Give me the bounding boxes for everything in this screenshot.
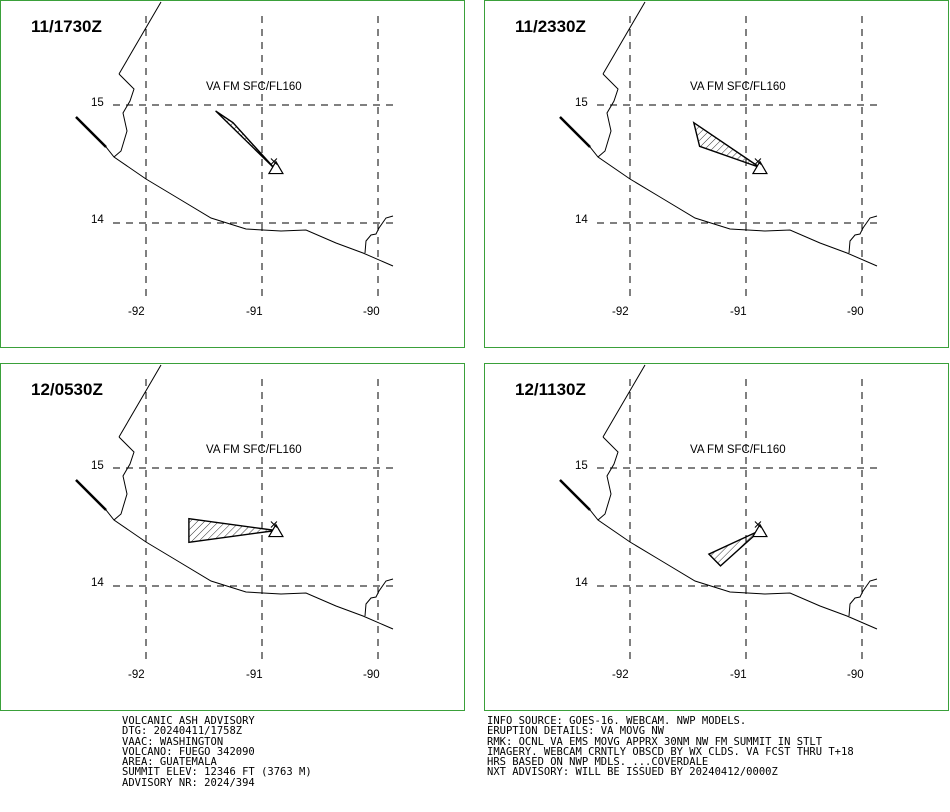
panel-time: 11/1730Z xyxy=(31,17,102,36)
border-line xyxy=(114,437,134,520)
map-layer xyxy=(560,2,880,301)
forecast-panel xyxy=(484,363,949,711)
lon-label-90: -90 xyxy=(363,669,380,681)
map-layer xyxy=(76,2,396,301)
lon-label-92: -92 xyxy=(612,669,629,681)
map-canvas xyxy=(485,364,950,712)
lon-label-90: -90 xyxy=(847,306,864,318)
lon-label-92: -92 xyxy=(612,306,629,318)
advisory-header-text xyxy=(122,716,312,788)
lat-label-14: 14 xyxy=(91,214,104,226)
advisory-line: INFO SOURCE: GOES-16. WEBCAM. NWP MODELS. xyxy=(487,715,747,727)
coastline xyxy=(76,117,393,266)
lon-label-91: -91 xyxy=(246,669,263,681)
lon-label-91: -91 xyxy=(730,669,747,681)
coastline-thick xyxy=(76,117,106,147)
map-layer xyxy=(76,365,396,664)
flight-level-label: VA FM SFC/FL160 xyxy=(206,444,302,456)
border-line xyxy=(119,365,161,437)
coastline-thick xyxy=(560,480,590,510)
border-line xyxy=(849,579,877,616)
forecast-panel xyxy=(0,0,465,348)
border-line xyxy=(365,579,393,616)
lat-label-15: 15 xyxy=(91,460,104,472)
border-line xyxy=(603,365,645,437)
forecast-panel xyxy=(0,363,465,711)
ash-cloud-polygon xyxy=(709,531,760,566)
map-layer xyxy=(560,365,880,664)
advisory-line: VOLCANIC ASH ADVISORY xyxy=(122,715,255,727)
advisory-line: IMAGERY. WEBCAM CRNTLY OBSCD BY WX CLDS. VA FCST THRU T+18 xyxy=(487,745,854,758)
advisory-line: HRS BASED ON NWP MDLS. ...COVERDALE xyxy=(487,756,709,769)
advisory-line: ERUPTION DETAILS: VA MOVG NW xyxy=(487,725,665,738)
advisory-line: ADVISORY NR: 2024/394 xyxy=(122,776,255,789)
lat-label-15: 15 xyxy=(575,460,588,472)
lat-label-14: 14 xyxy=(91,577,104,589)
lat-label-14: 14 xyxy=(575,577,588,589)
forecast-panel xyxy=(484,0,949,348)
advisory-line: DTG: 20240411/1758Z xyxy=(122,725,243,738)
lat-label-14: 14 xyxy=(575,214,588,226)
advisory-line: RMK: OCNL VA EMS MOVG APPRX 30NM NW FM SUMMIT IN STLT xyxy=(487,735,823,748)
advisory-line: AREA: GUATEMALA xyxy=(122,756,217,769)
border-line xyxy=(114,74,134,157)
lon-label-92: -92 xyxy=(128,306,145,318)
advisory-line: NXT ADVISORY: WILL BE ISSUED BY 20240412/0000Z xyxy=(487,766,778,779)
border-line xyxy=(365,216,393,253)
lon-label-90: -90 xyxy=(847,669,864,681)
border-line xyxy=(849,216,877,253)
ash-cloud-polygon xyxy=(694,123,760,168)
coastline-thick xyxy=(560,117,590,147)
lon-label-92: -92 xyxy=(128,669,145,681)
map-canvas xyxy=(1,364,466,712)
advisory-line: VAAC: WASHINGTON xyxy=(122,735,224,748)
lon-label-91: -91 xyxy=(730,306,747,318)
lat-label-15: 15 xyxy=(575,97,588,109)
lat-label-15: 15 xyxy=(91,97,104,109)
advisory-details-text xyxy=(487,716,854,778)
advisory-line: VOLCANO: FUEGO 342090 xyxy=(122,745,255,758)
border-line xyxy=(603,2,645,74)
border-line xyxy=(598,74,618,157)
lon-label-90: -90 xyxy=(363,306,380,318)
flight-level-label: VA FM SFC/FL160 xyxy=(206,81,302,93)
coastline xyxy=(76,480,393,629)
panel-time: 12/0530Z xyxy=(31,380,103,399)
flight-level-label: VA FM SFC/FL160 xyxy=(690,81,786,93)
ash-cloud-polygon xyxy=(216,111,276,170)
map-canvas xyxy=(485,1,950,349)
ash-cloud-polygon xyxy=(189,519,276,543)
border-line xyxy=(598,437,618,520)
coastline-thick xyxy=(76,480,106,510)
lon-label-91: -91 xyxy=(246,306,263,318)
advisory-line: SUMMIT ELEV: 12346 FT (3763 M) xyxy=(122,766,312,779)
flight-level-label: VA FM SFC/FL160 xyxy=(690,444,786,456)
panel-time: 12/1130Z xyxy=(515,380,586,399)
border-line xyxy=(119,2,161,74)
map-canvas xyxy=(1,1,466,349)
panel-time: 11/2330Z xyxy=(515,17,586,36)
